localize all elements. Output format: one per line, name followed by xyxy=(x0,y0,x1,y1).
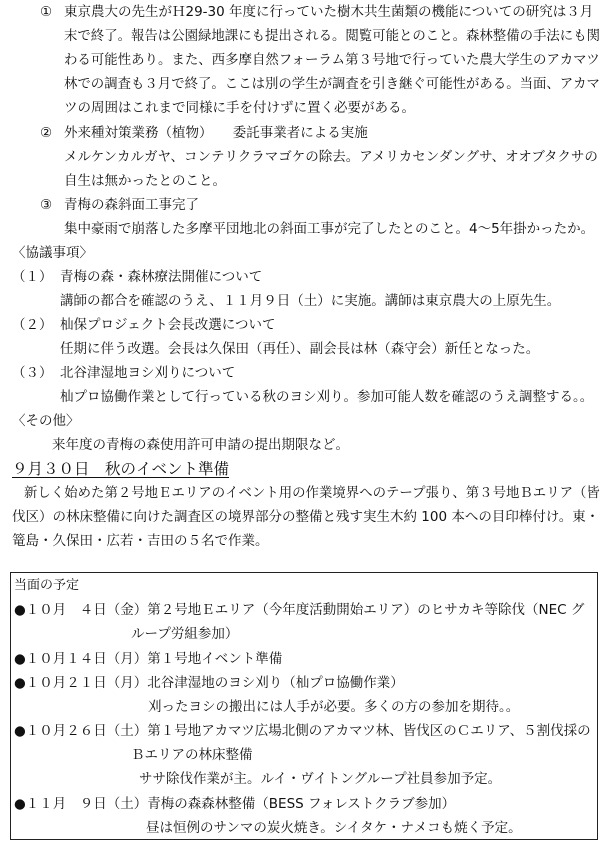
report-3-line-2: 集中豪雨で崩落した多摩平団地北の斜面工事が完了したとのこと。4～5年掛かったか。 xyxy=(64,221,595,237)
schedule-line-9: ●１１月 ９日（土）青梅の森森林整備（BESS フォレストクラブ参加） xyxy=(14,796,456,812)
schedule-line-1: ●１０月 ４日（金）第２号地Ｅエリア（今年度活動開始エリア）のヒサカキ等除伐（NEC グ xyxy=(14,602,585,618)
event-paragraph-line-1: 新しく始めた第２号地Ｅエリアのイベント用の作業境界へのテープ張り、第３号地Ｂエリア（皆 xyxy=(24,485,600,501)
report-2-line-1: 外来種対策業務（植物） 委託事業者による実施 xyxy=(64,125,368,141)
report-2-line-2: メルケンカルガヤ、コンテリクラマゴケの除去。アメリカセンダングサ、オオブタクサの xyxy=(64,149,598,165)
discussion-detail-3: 杣プロ協働作業として行っている秋のヨシ刈り。参加可能人数を確認のうえ調整する。。 xyxy=(60,389,594,405)
discussion-detail-2: 任期に伴う改選。会長は久保田（再任）、副会長は林（森守会）新任となった。 xyxy=(60,341,540,357)
event-paragraph-line-2: 伐区）の林床整備に向けた調査区の境界部分の整備と残す実生木約 100 本への目印棒付け。東・ xyxy=(12,509,600,525)
schedule-line-8: ササ除伐作業が主。ルイ・ヴイトングループ社員参加予定。 xyxy=(139,771,502,787)
event-paragraph-line-3: 篭島・久保田・広若・吉田の５名で作業。 xyxy=(12,533,269,549)
report-marker-3: ③ xyxy=(40,197,53,213)
report-1-line-1: 東京農大の先生がＨ29-30 年度に行っていた樹木共生菌類の機能についての研究は３月 xyxy=(64,4,594,20)
schedule-line-10: 昼は恒例のサンマの炭火焼き。シイタケ・ナメコも焼く予定。 xyxy=(146,820,522,836)
schedule-line-4: ●１０月２１日（月）北谷津湿地のヨシ刈り（杣プロ協働作業） xyxy=(14,675,404,691)
discussion-title-3: 北谷津湿地ヨシ刈りについて xyxy=(60,365,236,381)
discussion-title-2: 杣保プロジェクト会長改選について xyxy=(60,317,276,333)
discussion-label: 〈協議事項〉 xyxy=(12,245,93,261)
schedule-line-2: ループ労組参加） xyxy=(131,626,239,642)
discussion-marker-3: （３） xyxy=(12,365,53,381)
report-1-line-3: わる可能性あり。また、西多摩自然フォーラム第３号地で行っていた農大学生のアカマツ xyxy=(64,52,600,68)
report-marker-2: ② xyxy=(40,125,53,141)
discussion-detail-1: 講師の都合を確認のうえ、１１月９日（土）に実施。講師は東京農大の上原先生。 xyxy=(60,293,561,309)
schedule-line-3: ●１０月１４日（月）第１号地イベント準備 xyxy=(14,651,283,667)
discussion-marker-1: （１） xyxy=(12,269,53,285)
schedule-line-5: 刈ったヨシの搬出には人手が必要。多くの方の参加を期待。。 xyxy=(148,699,520,715)
schedule-line-7: Ｂエリアの林床整備 xyxy=(131,747,253,763)
other-label: 〈その他〉 xyxy=(12,413,80,429)
report-1-line-5: ツの周囲はこれまで同様に手を付けずに置く必要がある。 xyxy=(64,100,415,116)
report-3-line-1: 青梅の森斜面工事完了 xyxy=(64,197,199,213)
other-text: 来年度の青梅の森使用許可申請の提出期限など。 xyxy=(52,437,349,453)
report-marker-1: ① xyxy=(40,4,53,20)
event-heading: ９月３０日 秋のイベント準備 xyxy=(12,460,230,478)
report-1-line-4: 林での調査も３月で終了。ここは別の学生が調査を引き継ぐ可能性がある。当面、アカマ xyxy=(64,76,600,92)
schedule-line-6: ●１０月２６日（土）第１号地アカマツ広場北側のアカマツ林、皆伐区のＣエリア、５割伐採の xyxy=(14,723,591,739)
discussion-marker-2: （２） xyxy=(12,317,53,333)
discussion-title-1: 青梅の森・森林療法開催について xyxy=(60,269,263,285)
report-1-line-2: 末で終了。報告は公園緑地課にも提出される。閲覧可能とのこと。森林整備の手法にも関 xyxy=(64,28,601,44)
report-2-line-3: 自生は無かったとのこと。 xyxy=(64,173,226,189)
schedule-title: 当面の予定 xyxy=(14,578,80,593)
